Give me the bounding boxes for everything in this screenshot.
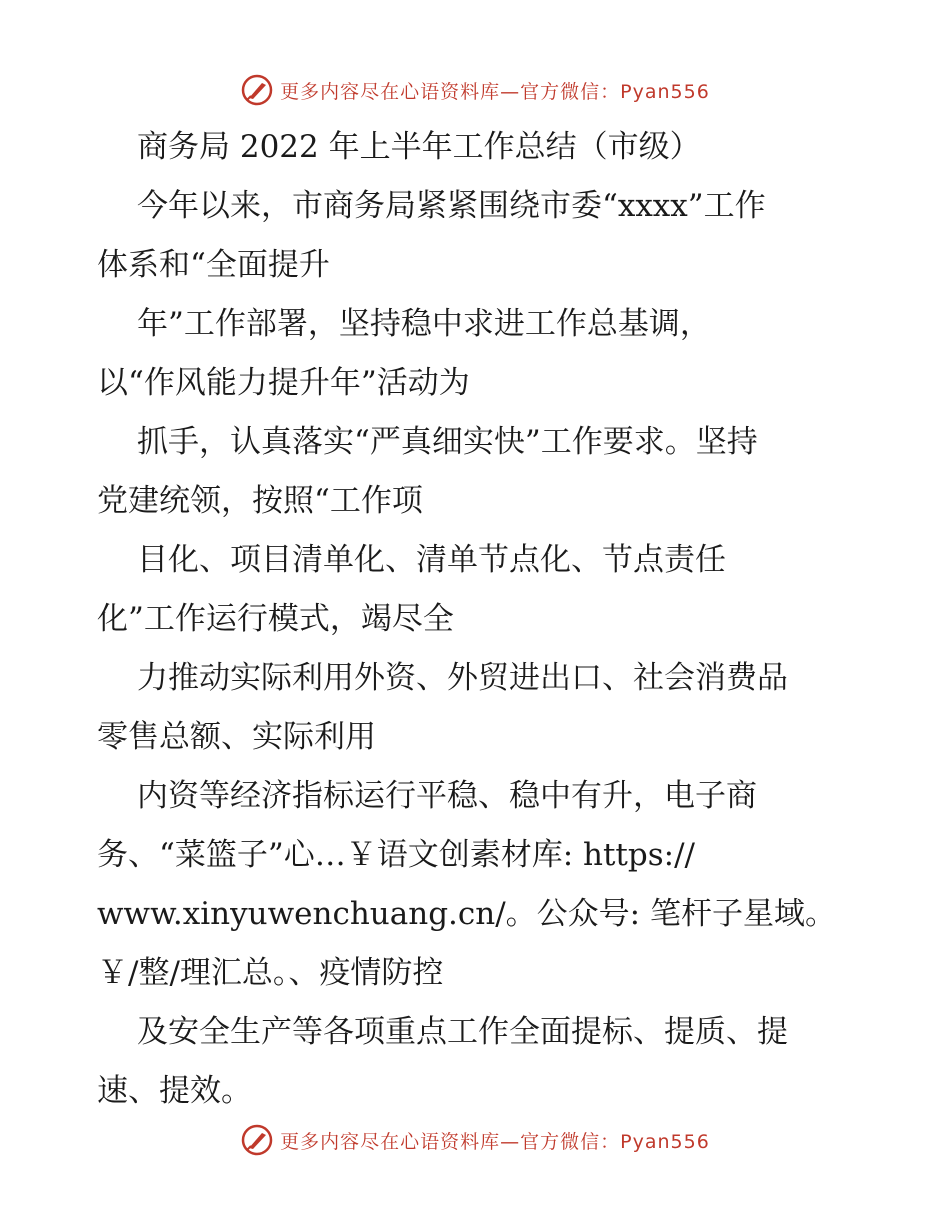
- header-banner: [0, 70, 950, 110]
- text-line: 以“作风能力提升年”活动为: [97, 365, 470, 401]
- text-line: 零售总额、实际利用: [97, 719, 376, 755]
- text-line: 化”工作运行模式，竭尽全: [97, 601, 454, 637]
- text-line: 年”工作部署，坚持稳中求进工作总基调，: [137, 306, 711, 342]
- text-line: 商务局 2022 年上半年工作总结（市级）: [137, 129, 701, 165]
- text-line: 体系和“全面提升: [97, 247, 330, 283]
- text-line: 抓手，认真落实“严真细实快”工作要求。坚持: [137, 424, 758, 460]
- text-line: ￥/整/理汇总。、疫情防控: [97, 955, 444, 991]
- text-line: 党建统领，按照“工作项: [97, 483, 423, 519]
- text-line: 力推动实际利用外资、外贸进出口、社会消费品: [137, 660, 788, 696]
- feather-pen-circle-icon: [240, 73, 274, 107]
- text-line: 内资等经济指标运行平稳、稳中有升，电子商: [137, 778, 757, 814]
- text-line: 及安全生产等各项重点工作全面提标、提质、提: [137, 1014, 788, 1050]
- text-line: www.xinyuwenchuang.cn/。公众号: 笔杆子星域。: [97, 896, 836, 932]
- text-line: 今年以来，市商务局紧紧围绕市委“xxxx”工作: [137, 188, 766, 224]
- text-line: 速、提效。: [97, 1073, 252, 1109]
- feather-pen-circle-icon: [240, 1123, 274, 1157]
- text-line: 目化、项目清单化、清单节点化、节点责任: [137, 542, 726, 578]
- text-line: 务、“菜篮子”心…￥语文创素材库: https://: [97, 837, 695, 873]
- banner-text: 更多内容尽在心语资料库—官方微信：Pyan556: [280, 1130, 710, 1153]
- footer-banner: [0, 1120, 950, 1160]
- banner-text: 更多内容尽在心语资料库—官方微信：Pyan556: [280, 80, 710, 103]
- document-body: [97, 118, 857, 1121]
